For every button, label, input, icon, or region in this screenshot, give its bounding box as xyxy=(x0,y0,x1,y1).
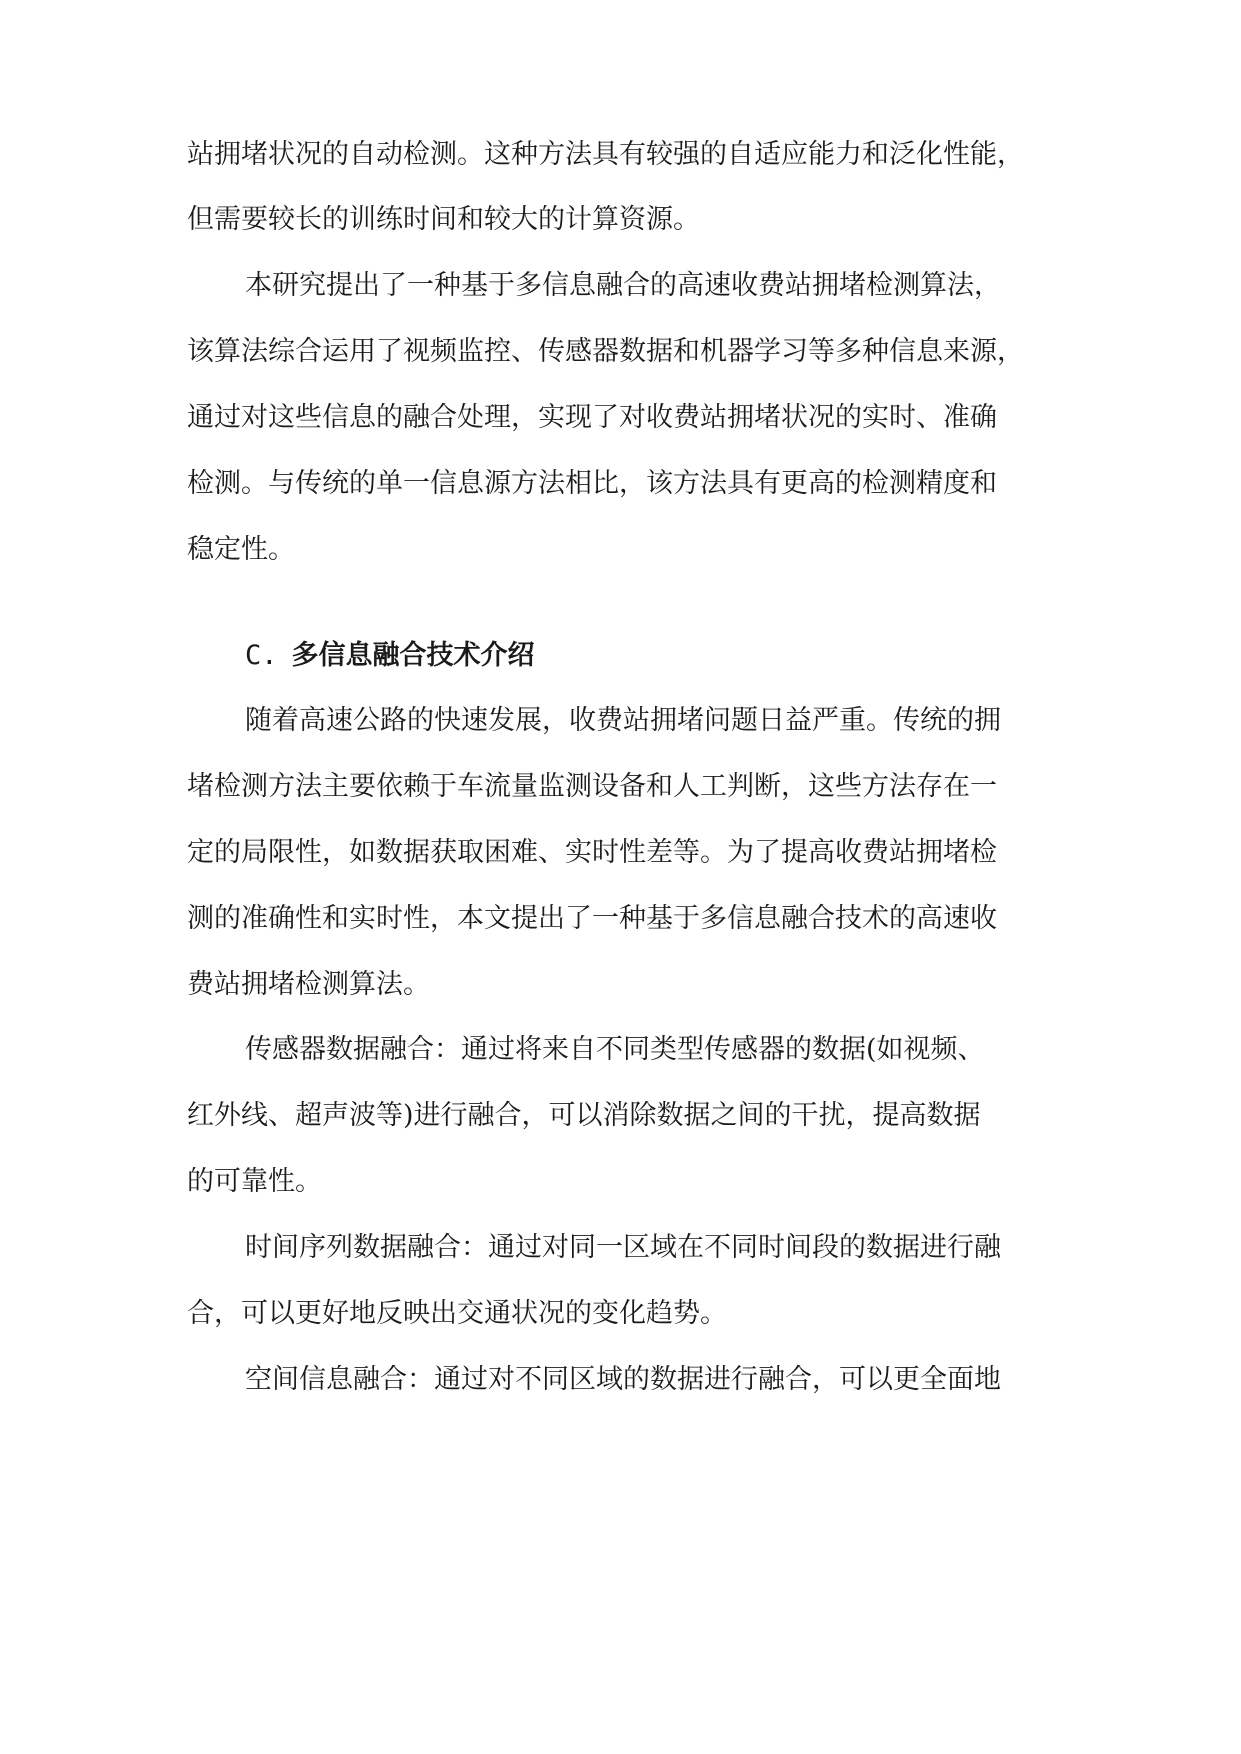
paragraph-line: 空间信息融合：通过对不同区域的数据进行融合，可以更全面地 xyxy=(245,1364,1001,1395)
section-number: C. xyxy=(245,640,278,671)
paragraph-line: 检测。与传统的单一信息源方法相比，该方法具有更高的检测精度和 xyxy=(187,468,997,499)
paragraph-line: 的可靠性。 xyxy=(187,1166,322,1197)
paragraph-line: 测的准确性和实时性，本文提出了一种基于多信息融合技术的高速收 xyxy=(187,903,997,934)
section-heading xyxy=(245,638,535,674)
paragraph-line: 红外线、超声波等)进行融合，可以消除数据之间的干扰，提高数据 xyxy=(187,1100,981,1131)
paragraph-line: 但需要较长的训练时间和较大的计算资源。 xyxy=(187,204,700,235)
section-title: 多信息融合技术介绍 xyxy=(291,640,535,671)
paragraph-line: 费站拥堵检测算法。 xyxy=(187,969,430,1000)
paragraph-line: 该算法综合运用了视频监控、传感器数据和机器学习等多种信息来源， xyxy=(187,336,1024,367)
paragraph-line: 合，可以更好地反映出交通状况的变化趋势。 xyxy=(187,1298,727,1329)
paragraph-line: 堵检测方法主要依赖于车流量监测设备和人工判断，这些方法存在一 xyxy=(187,771,997,802)
paragraph-line: 稳定性。 xyxy=(187,534,295,565)
paragraph-line: 本研究提出了一种基于多信息融合的高速收费站拥堵检测算法， xyxy=(245,270,1001,301)
paragraph-line: 站拥堵状况的自动检测。这种方法具有较强的自适应能力和泛化性能， xyxy=(187,139,1024,170)
paragraph-line: 定的局限性，如数据获取困难、实时性差等。为了提高收费站拥堵检 xyxy=(187,837,997,868)
paragraph-line: 传感器数据融合：通过将来自不同类型传感器的数据(如视频、 xyxy=(245,1034,985,1065)
paragraph-line: 通过对这些信息的融合处理，实现了对收费站拥堵状况的实时、准确 xyxy=(187,402,997,433)
paragraph-line: 随着高速公路的快速发展，收费站拥堵问题日益严重。传统的拥 xyxy=(245,705,1001,736)
paragraph-line: 时间序列数据融合：通过对同一区域在不同时间段的数据进行融 xyxy=(245,1232,1001,1263)
